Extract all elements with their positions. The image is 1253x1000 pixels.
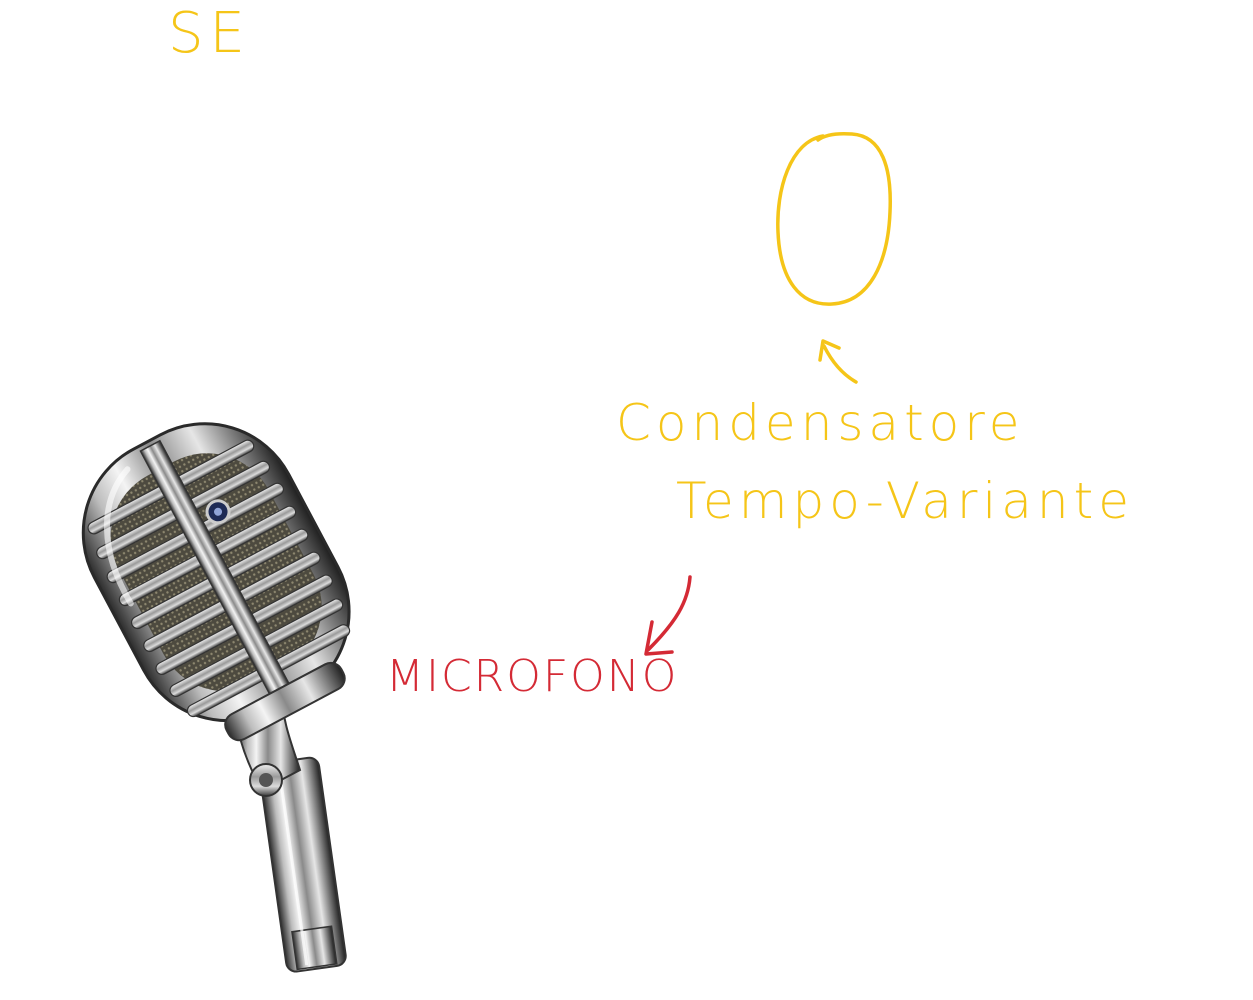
vintage-microphone-icon	[50, 390, 389, 972]
arrow-to-capacitor-icon	[820, 341, 856, 382]
capacitor-label-line1: Condensatore	[616, 394, 1025, 452]
arrow-to-microphone-icon	[646, 577, 690, 654]
microphone-label: MICROFONO	[386, 651, 679, 702]
capacitor-label-line2: Tempo-Variante	[676, 472, 1134, 530]
title-se-label: SE	[168, 1, 251, 66]
oval-sketch-icon	[778, 134, 890, 304]
